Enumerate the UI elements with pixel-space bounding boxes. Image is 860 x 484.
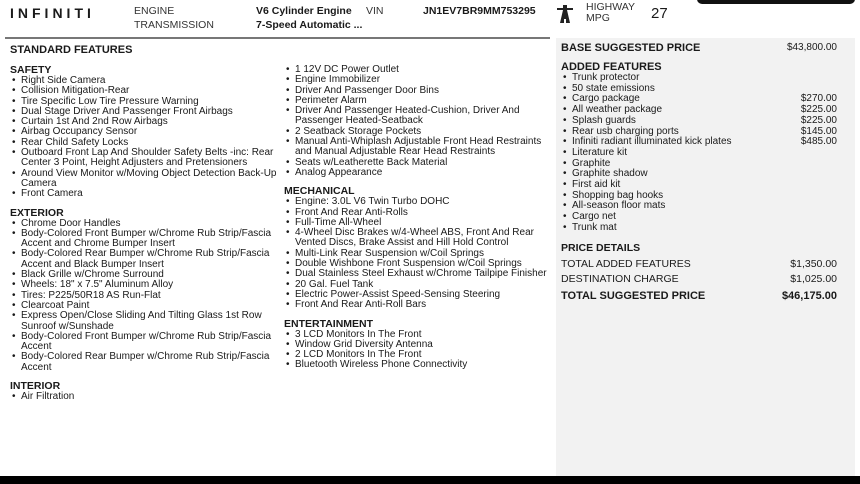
feature-item: • Rear Child Safety Locks [10, 138, 280, 148]
highway-road-icon [557, 5, 573, 23]
added-feature-name: • Graphite shadow [572, 168, 648, 180]
added-feature-name: • Cargo net [572, 211, 616, 223]
feature-item: • Tire Specific Low Tire Pressure Warning [10, 97, 280, 107]
feature-item: • Dual Stage Driver And Passenger Front Airbags [10, 107, 280, 117]
feature-item: • Bluetooth Wireless Phone Connectivity [284, 360, 554, 370]
added-features-title: ADDED FEATURES [561, 61, 662, 73]
feature-item: • Body-Colored Rear Bumper w/Chrome Rub Strip/Fascia Accent [10, 352, 280, 373]
added-feature-name: • Splash guards [572, 114, 636, 126]
feature-item: • Analog Appearance [284, 168, 554, 178]
feature-item: • Window Grid Diversity Antenna [284, 340, 554, 350]
total-added-label: TOTAL ADDED FEATURES [561, 257, 691, 270]
feature-item: • Driver And Passenger Heated-Cushion, Driver And Passenger Heated-Seatback [284, 106, 554, 127]
feature-item: • 4-Wheel Disc Brakes w/4-Wheel ABS, Front And Rear Vented Discs, Brake Assist and Hill Hold Control [284, 228, 554, 249]
feature-item: • Black Grille w/Chrome Surround [10, 270, 280, 280]
exterior-title: EXTERIOR [10, 206, 64, 219]
added-feature-price: $225.00 [800, 104, 837, 116]
added-feature-name: • Literature kit [572, 146, 628, 158]
feature-item: • Collision Mitigation-Rear [10, 86, 280, 96]
bottom-black-bar [0, 476, 860, 484]
added-feature-name: • All weather package [572, 104, 663, 116]
added-feature-name: • Rear usb charging ports [572, 125, 679, 137]
exterior-list [10, 219, 280, 373]
engine-label: ENGINE [134, 5, 175, 17]
feature-item: • Multi-Link Rear Suspension w/Coil Springs [284, 249, 554, 259]
standard-features-title: STANDARD FEATURES [10, 44, 133, 56]
total-added-value: $1,350.00 [790, 257, 837, 270]
feature-item: • Front Camera [10, 189, 280, 199]
feature-item: • Engine: 3.0L V6 Twin Turbo DOHC [284, 197, 554, 207]
vin-value: JN1EV7BR9MM753295 [423, 5, 536, 17]
highway-mpg-label [586, 2, 635, 24]
feature-item: • Front And Rear Anti-Roll Bars [284, 300, 554, 310]
added-feature-name: • 50 state emissions [572, 82, 655, 94]
added-feature-name: • Cargo package [572, 93, 640, 105]
features-column-1 [10, 44, 280, 402]
base-price-value: $43,800.00 [786, 42, 837, 53]
features-column-2 [284, 65, 554, 371]
feature-item: • Around View Monitor w/Moving Object Detection Back-Up Camera [10, 169, 280, 190]
feature-item: • Chrome Door Handles [10, 219, 280, 229]
feature-item: • Air Filtration [10, 392, 280, 402]
added-feature-name: • All-season floor mats [572, 200, 666, 212]
highway-label: HIGHWAY [586, 1, 635, 13]
price-details-title: PRICE DETAILS [561, 241, 641, 254]
feature-item: • 2 Seatback Storage Pockets [284, 127, 554, 137]
feature-item: • Electric Power-Assist Speed-Sensing Steering [284, 290, 554, 300]
feature-item: • Perimeter Alarm [284, 96, 554, 106]
added-feature-name: • Graphite [572, 157, 611, 169]
feature-item: • Clearcoat Paint [10, 301, 280, 311]
feature-item: • 1 12V DC Power Outlet [284, 65, 554, 75]
feature-item: • Driver And Passenger Door Bins [284, 86, 554, 96]
feature-item: • Body-Colored Front Bumper w/Chrome Rub Strip/Fascia Accent [10, 332, 280, 353]
feature-item: • 20 Gal. Fuel Tank [284, 280, 554, 290]
added-feature-name: • Infiniti radiant illuminated kick plates [572, 136, 732, 148]
added-feature-item [561, 116, 837, 127]
destination-value: $1,025.00 [790, 272, 837, 285]
feature-item: • Engine Immobilizer [284, 75, 554, 85]
divider [5, 37, 550, 39]
total-price-value: $46,175.00 [781, 289, 837, 302]
transmission-label: TRANSMISSION [134, 19, 214, 31]
feature-item: • Front And Rear Anti-Rolls [284, 208, 554, 218]
feature-item: • Body-Colored Rear Bumper w/Chrome Rub Strip/Fascia Accent and Black Bumper Insert [10, 249, 280, 270]
added-feature-price: $145.00 [800, 125, 837, 137]
interior-list [10, 392, 280, 402]
feature-item: • 2 LCD Monitors In The Front [284, 350, 554, 360]
added-feature-name: • Trunk mat [572, 221, 617, 233]
base-price-label: BASE SUGGESTED PRICE [561, 42, 701, 54]
brand-logo: INFINITI [10, 5, 95, 21]
added-feature-price: $270.00 [800, 93, 837, 105]
transmission-value: 7-Speed Automatic ... [256, 19, 363, 31]
feature-item: • Full-Time All-Wheel [284, 218, 554, 228]
added-feature-name: • First aid kit [572, 179, 621, 191]
feature-item: • Seats w/Leatherette Back Material [284, 158, 554, 168]
pricing-content [561, 42, 837, 302]
vin-label: VIN [366, 5, 384, 17]
feature-item: • Outboard Front Lap And Shoulder Safety Belts -inc: Rear Center 3 Point, Height Adjusters and Pretensioners [10, 148, 280, 169]
interior-list-continued [284, 65, 554, 178]
feature-item: • Curtain 1st And 2nd Row Airbags [10, 117, 280, 127]
interior-title: INTERIOR [10, 380, 61, 393]
highway-mpg-value: 27 [651, 5, 668, 22]
feature-item: • 3 LCD Monitors In The Front [284, 330, 554, 340]
entertainment-title: ENTERTAINMENT [284, 317, 374, 330]
added-features-list [561, 73, 837, 234]
feature-item: • Right Side Camera [10, 76, 280, 86]
mechanical-list [284, 197, 554, 310]
feature-item: • Body-Colored Front Bumper w/Chrome Rub Strip/Fascia Accent and Chrome Bumper Insert [10, 229, 280, 250]
engine-value: V6 Cylinder Engine [256, 5, 352, 17]
feature-item: • Express Open/Close Sliding And Tilting Glass 1st Row Sunroof w/Sunshade [10, 311, 280, 332]
feature-item: • Tires: P225/50R18 AS Run-Flat [10, 291, 280, 301]
added-feature-price: $225.00 [800, 114, 837, 126]
mpg-label: MPG [586, 12, 610, 24]
feature-item: • Dual Stainless Steel Exhaust w/Chrome Tailpipe Finisher [284, 269, 554, 279]
feature-item: • Airbag Occupancy Sensor [10, 127, 280, 137]
feature-item: • Wheels: 18" x 7.5" Aluminum Alloy [10, 280, 280, 290]
added-feature-price: $485.00 [800, 136, 837, 148]
safety-title: SAFETY [10, 64, 52, 76]
safety-list [10, 76, 280, 200]
feature-item: • Manual Anti-Whiplash Adjustable Front Head Restraints and Manual Adjustable Rear Head Restraints [284, 137, 554, 158]
entertainment-list [284, 330, 554, 371]
total-price-label: TOTAL SUGGESTED PRICE [561, 289, 706, 302]
top-black-bar [697, 0, 855, 4]
added-feature-name: • Shopping bag hooks [572, 189, 664, 201]
destination-label: DESTINATION CHARGE [561, 272, 679, 285]
mechanical-title: MECHANICAL [284, 185, 355, 198]
added-feature-name: • Trunk protector [572, 72, 640, 83]
added-feature-item [561, 223, 837, 234]
feature-item: • Double Wishbone Front Suspension w/Coil Springs [284, 259, 554, 269]
